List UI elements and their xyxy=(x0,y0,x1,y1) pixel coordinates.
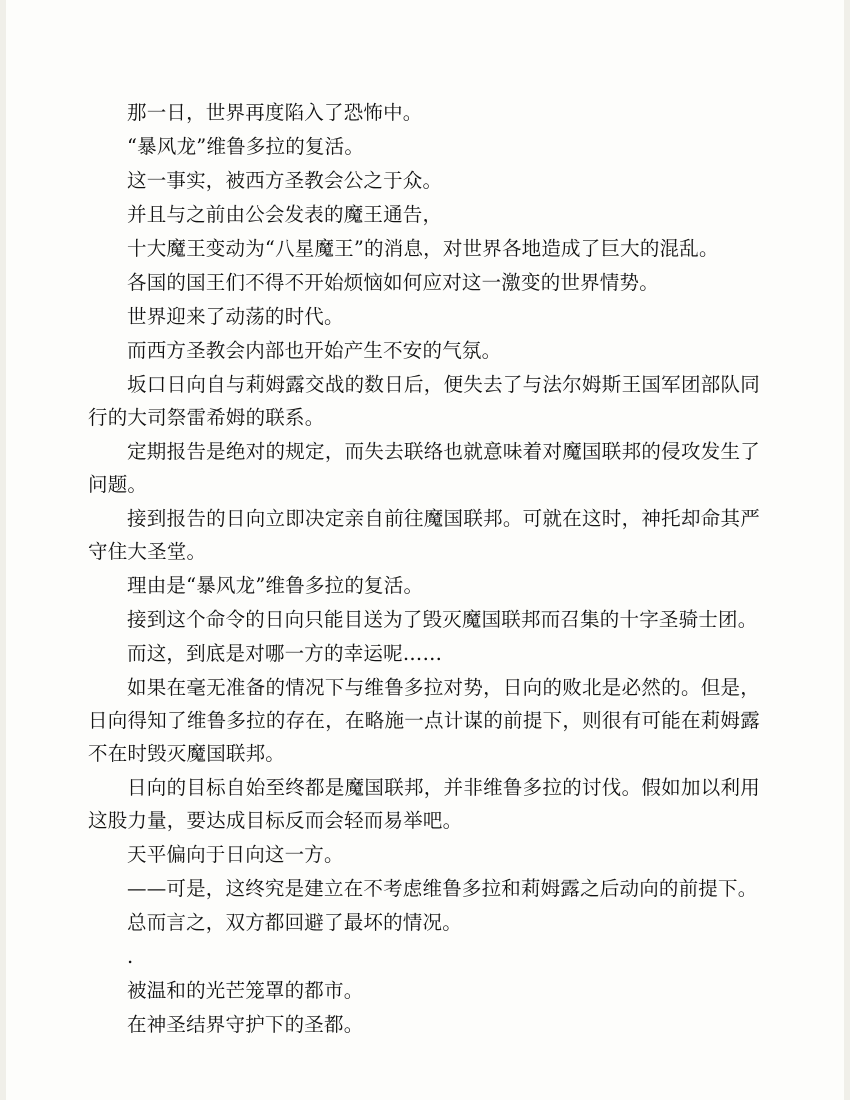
paragraph: 并且与之前由公会发表的魔王通告， xyxy=(127,203,443,226)
paragraph: 接到这个命令的日向只能目送为了毁灭魔国联邦而召集的十字圣骑士团。 xyxy=(127,608,758,631)
paragraph: 天平偏向于日向这一方。 xyxy=(127,843,344,866)
paragraph: 理由是“暴风龙”维鲁多拉的复活。 xyxy=(127,574,424,597)
paragraph: 而西方圣教会内部也开始产生不安的气氛。 xyxy=(127,339,502,362)
paragraph: 坂口日向自与莉姆露交战的数日后，便失去了与法尔姆斯王国军团部队同行的大司祭雷希姆的联系。 xyxy=(88,373,760,429)
paragraph: ——可是，这终究是建立在不考虑维鲁多拉和莉姆露之后动向的前提下。 xyxy=(127,877,758,900)
paragraph: 日向的目标自始至终都是魔国联邦，并非维鲁多拉的讨伐。假如加以利用这股力量，要达成目标反而会轻而易举吧。 xyxy=(88,776,760,832)
paragraph: 被温和的光芒笼罩的都市。 xyxy=(127,979,364,1002)
paragraph: 这一事实，被西方圣教会公之于众。 xyxy=(127,169,443,192)
paragraph: 世界迎来了动荡的时代。 xyxy=(127,305,344,328)
paragraph: 定期报告是绝对的规定，而失去联络也就意味着对魔国联邦的侵攻发生了问题。 xyxy=(88,440,760,496)
paragraph: 那一日，世界再度陷入了恐怖中。 xyxy=(127,101,423,124)
paragraph-separator: . xyxy=(127,945,134,968)
paragraph: 接到报告的日向立即决定亲自前往魔国联邦。可就在这时，神托却命其严守住大圣堂。 xyxy=(88,507,760,563)
paragraph: “暴风龙”维鲁多拉的复活。 xyxy=(127,135,365,158)
text-body xyxy=(88,96,760,1042)
paragraph: 如果在毫无准备的情况下与维鲁多拉对势，日向的败北是必然的。但是，日向得知了维鲁多拉的存在，在略施一点计谋的前提下，则很有可能在莉姆露不在时毁灭魔国联邦。 xyxy=(88,676,760,765)
paragraph: 而这，到底是对哪一方的幸运呢…… xyxy=(127,642,443,665)
paragraph: 总而言之，双方都回避了最坏的情况。 xyxy=(127,911,462,934)
paragraph: 在神圣结界守护下的圣都。 xyxy=(127,1013,364,1036)
paragraph: 十大魔王变动为“八星魔王”的消息，对世界各地造成了巨大的混乱。 xyxy=(127,237,719,260)
paragraph: 各国的国王们不得不开始烦恼如何应对这一激变的世界情势。 xyxy=(127,271,659,294)
